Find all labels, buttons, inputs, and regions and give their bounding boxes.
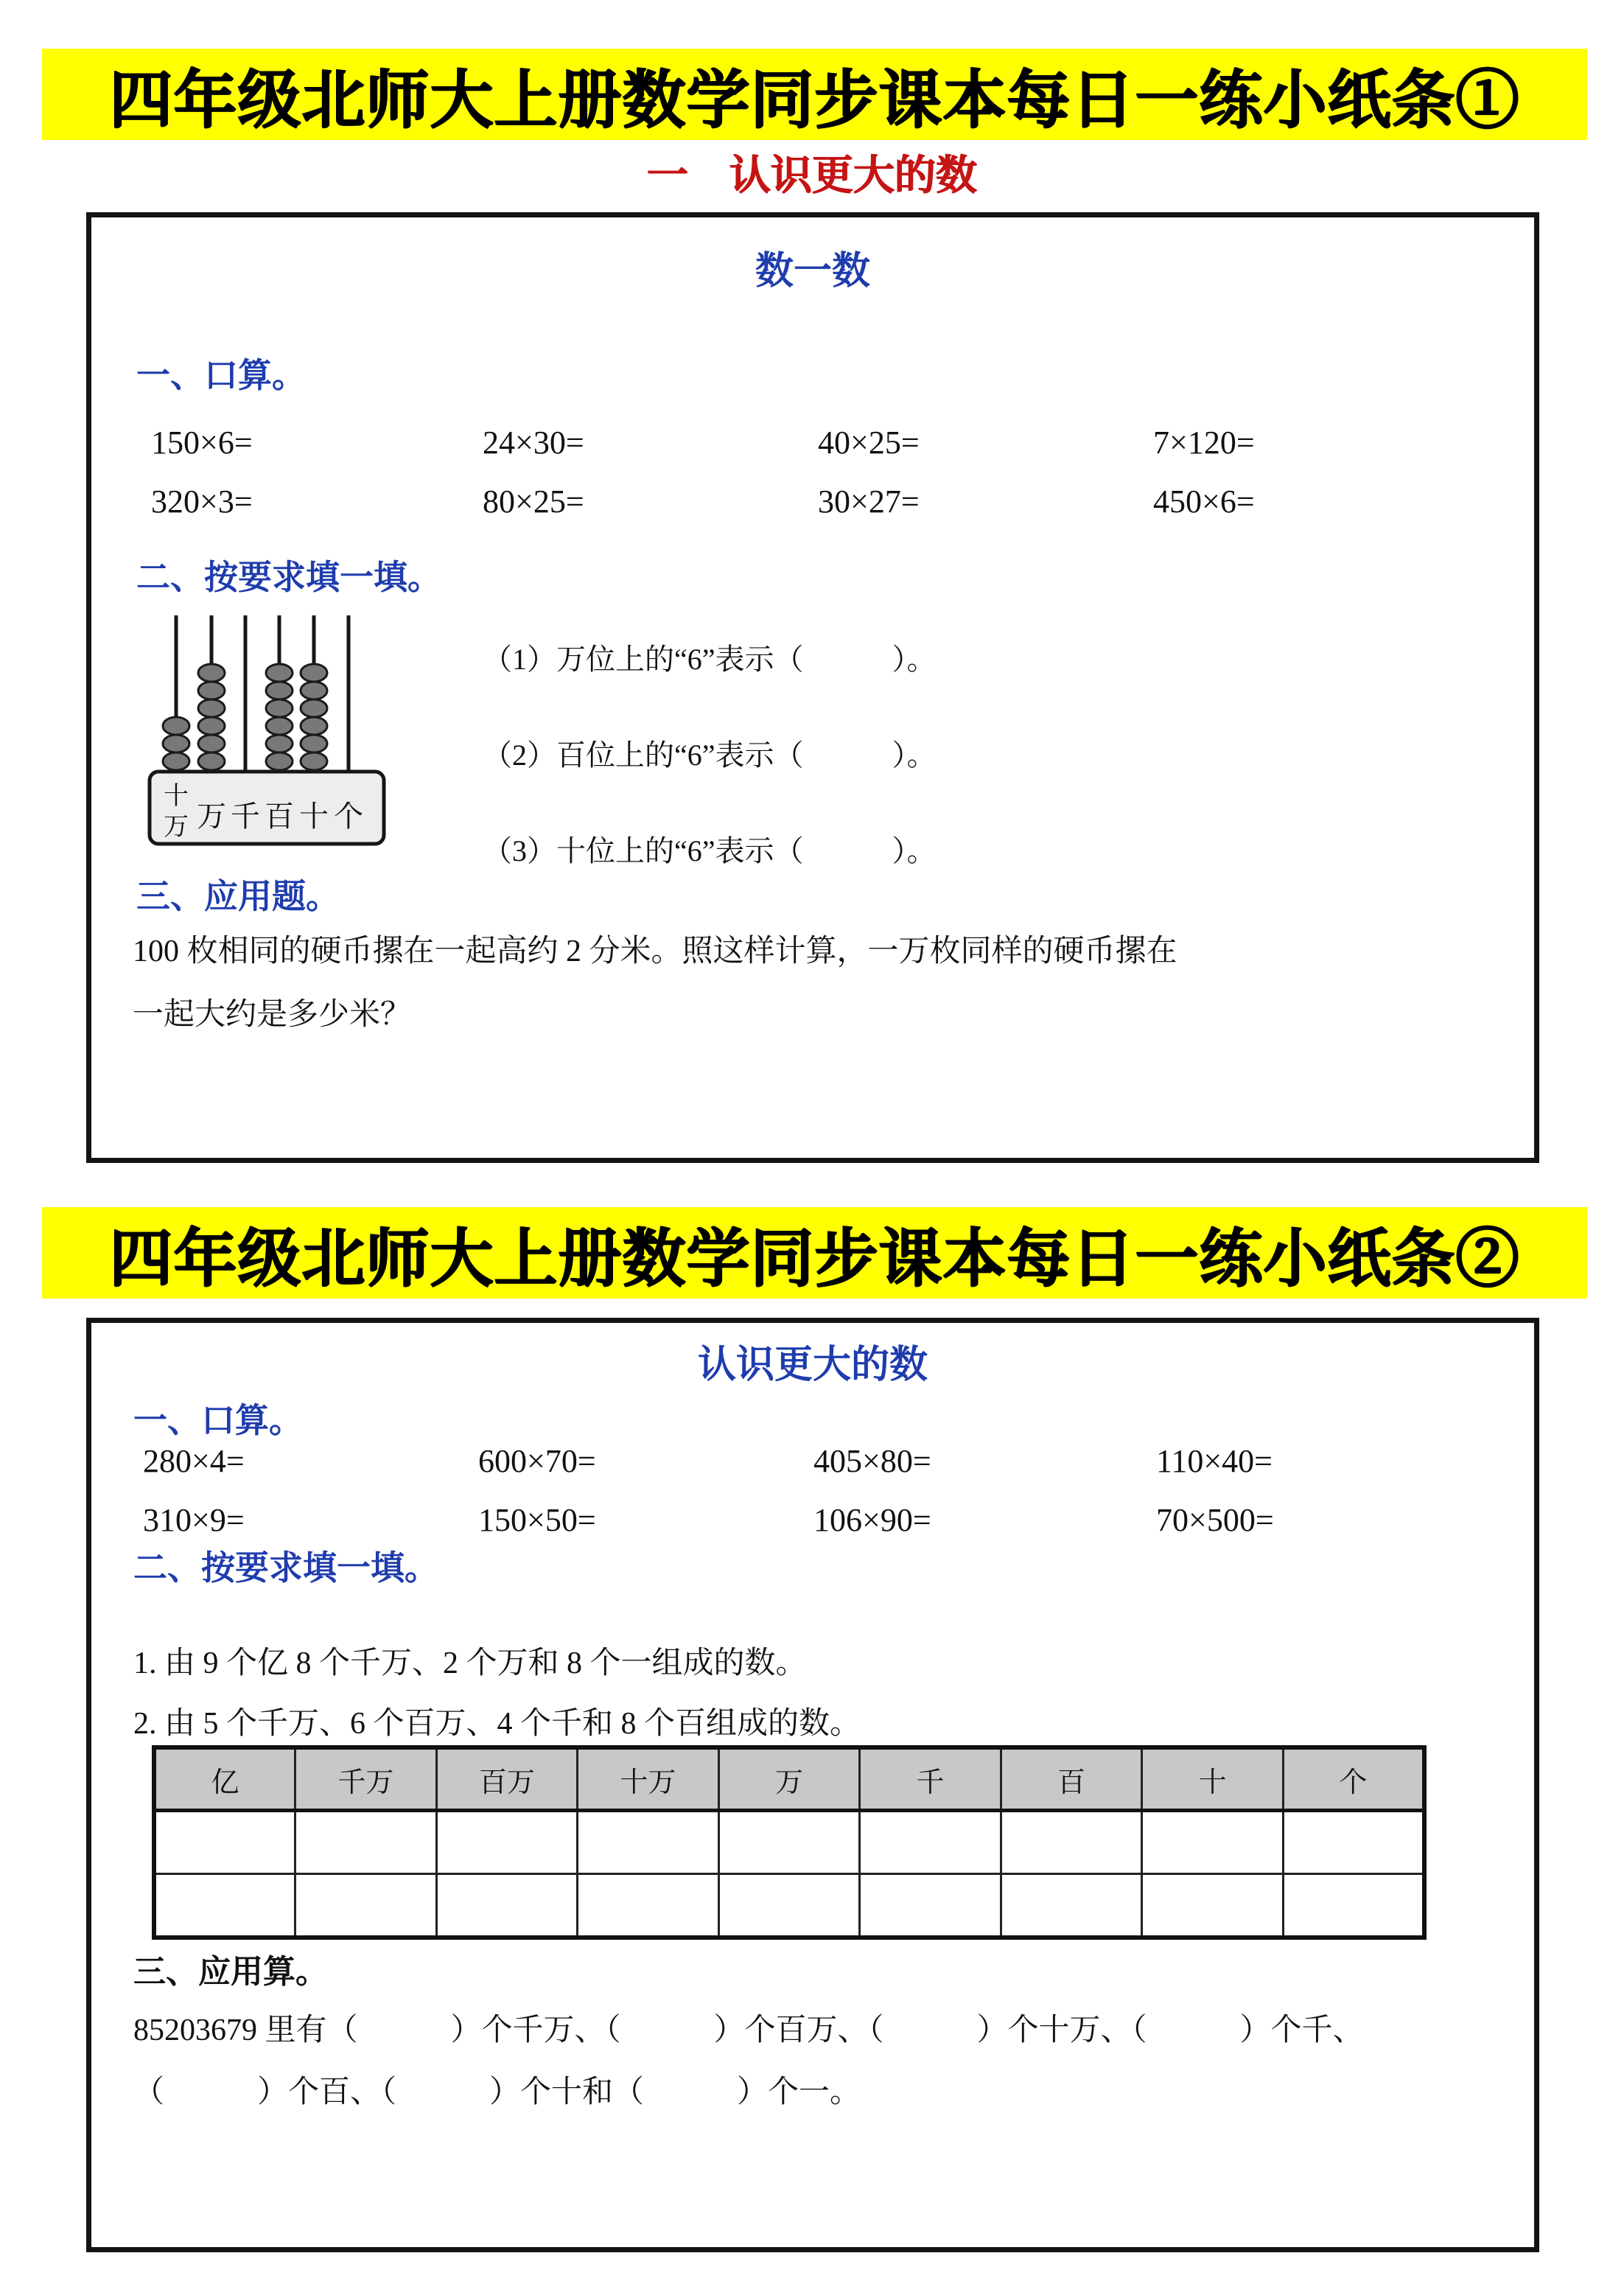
place-value-cell — [295, 1811, 437, 1874]
unit-heading: 一 认识更大的数 — [647, 152, 977, 198]
svg-text:万: 万 — [197, 800, 226, 833]
place-value-header-cell: 千 — [860, 1747, 1001, 1811]
fill-item-1: （1）万位上的“6”表示（ ）。 — [483, 643, 937, 676]
worksheet1-title: 数一数 — [755, 250, 870, 293]
digit-count-line: （ ）个百、（ ）个十和（ ）个一。 — [133, 2075, 861, 2109]
oral-problem: 150×50= — [478, 1502, 596, 1538]
oral-problem: 405×80= — [813, 1443, 931, 1479]
place-value-header-cell: 亿 — [154, 1747, 295, 1811]
place-value-cell — [718, 1811, 860, 1874]
place-value-cell — [154, 1874, 295, 1938]
oral-problem: 7×120= — [1153, 425, 1255, 461]
oral-problem: 150×6= — [151, 425, 253, 461]
abacus-figure — [147, 608, 387, 848]
worksheet1-banner-title: 四年级北师大上册数学同步课本每日一练小纸条① — [109, 65, 1520, 136]
place-value-header-cell: 百 — [1001, 1747, 1142, 1811]
digit-count-line: 85203679 里有（ ）个千万、（ ）个百万、（ ）个十万、（ ）个千、 — [133, 2013, 1364, 2047]
compose-number-item: 2. 由 5 个千万、6 个百万、4 个千和 8 个百组成的数。 — [133, 1707, 861, 1741]
worksheet2-banner — [42, 1207, 1587, 1299]
worksheet1-banner — [42, 49, 1587, 140]
w2-section3-heading: 三、应用算。 — [133, 1954, 328, 1990]
place-value-cell — [1001, 1874, 1142, 1938]
worksheet1-card — [86, 212, 1539, 1163]
w2-section2-heading: 二、按要求填一填。 — [133, 1548, 438, 1587]
oral-problem: 320×3= — [151, 483, 253, 520]
w2-section1-heading: 一、口算。 — [133, 1401, 303, 1439]
word-problem-line: 100 枚相同的硬币摞在一起高约 2 分米。照这样计算，一万枚同样的硬币摞在 — [133, 935, 1177, 968]
place-value-table — [152, 1745, 1427, 1940]
oral-problem: 106×90= — [813, 1502, 931, 1538]
svg-text:个: 个 — [334, 800, 363, 833]
place-value-header-cell: 万 — [718, 1747, 860, 1811]
place-value-header-cell: 个 — [1283, 1747, 1424, 1811]
oral-problem: 24×30= — [483, 425, 584, 461]
place-value-cell — [578, 1811, 719, 1874]
w1-section3-heading: 三、应用题。 — [136, 877, 340, 915]
place-value-header-cell: 千万 — [295, 1747, 437, 1811]
oral-problem: 450×6= — [1153, 483, 1255, 520]
w1-section2-heading: 二、按要求填一填。 — [136, 558, 441, 596]
place-value-header-cell: 十万 — [578, 1747, 719, 1811]
place-value-cell — [1001, 1811, 1142, 1874]
oral-problem: 30×27= — [818, 483, 920, 520]
place-value-header-cell: 百万 — [436, 1747, 578, 1811]
place-value-cell — [718, 1874, 860, 1938]
svg-text:十: 十 — [164, 783, 189, 810]
place-value-cell — [1142, 1811, 1284, 1874]
w1-section1-heading: 一、口算。 — [136, 356, 306, 394]
worksheet2-banner-title: 四年级北师大上册数学同步课本每日一练小纸条② — [109, 1223, 1520, 1294]
oral-problem: 310×9= — [143, 1502, 245, 1538]
place-value-cell — [436, 1811, 578, 1874]
oral-problem: 70×500= — [1156, 1502, 1274, 1538]
place-value-cell — [1283, 1874, 1424, 1938]
oral-problem: 80×25= — [483, 483, 584, 520]
place-value-cell — [154, 1811, 295, 1874]
compose-number-item: 1. 由 9 个亿 8 个千万、2 个万和 8 个一组成的数。 — [133, 1646, 807, 1680]
place-value-cell — [1142, 1874, 1284, 1938]
svg-text:十: 十 — [299, 800, 329, 833]
oral-problem: 600×70= — [478, 1443, 596, 1479]
place-value-cell — [860, 1811, 1001, 1874]
place-value-header-row — [154, 1747, 1424, 1811]
svg-text:万: 万 — [164, 814, 189, 841]
place-value-cell — [578, 1874, 719, 1938]
svg-text:千: 千 — [231, 800, 260, 833]
oral-problem: 110×40= — [1156, 1443, 1273, 1479]
place-value-header-cell: 十 — [1142, 1747, 1284, 1811]
oral-problem: 40×25= — [818, 425, 920, 461]
word-problem-line: 一起大约是多少米？ — [133, 998, 412, 1032]
fill-item-3: （3）十位上的“6”表示（ ）。 — [483, 834, 937, 867]
place-value-cell — [436, 1874, 578, 1938]
worksheet2-title: 认识更大的数 — [697, 1344, 928, 1386]
place-value-cell — [295, 1874, 437, 1938]
place-value-cell — [860, 1874, 1001, 1938]
place-value-cell — [1283, 1811, 1424, 1874]
fill-item-2: （2）百位上的“6”表示（ ）。 — [483, 738, 937, 772]
place-value-row — [154, 1874, 1424, 1938]
worksheet2-card — [86, 1318, 1539, 2252]
place-value-row — [154, 1811, 1424, 1874]
svg-text:百: 百 — [265, 800, 294, 833]
oral-problem: 280×4= — [143, 1443, 245, 1479]
